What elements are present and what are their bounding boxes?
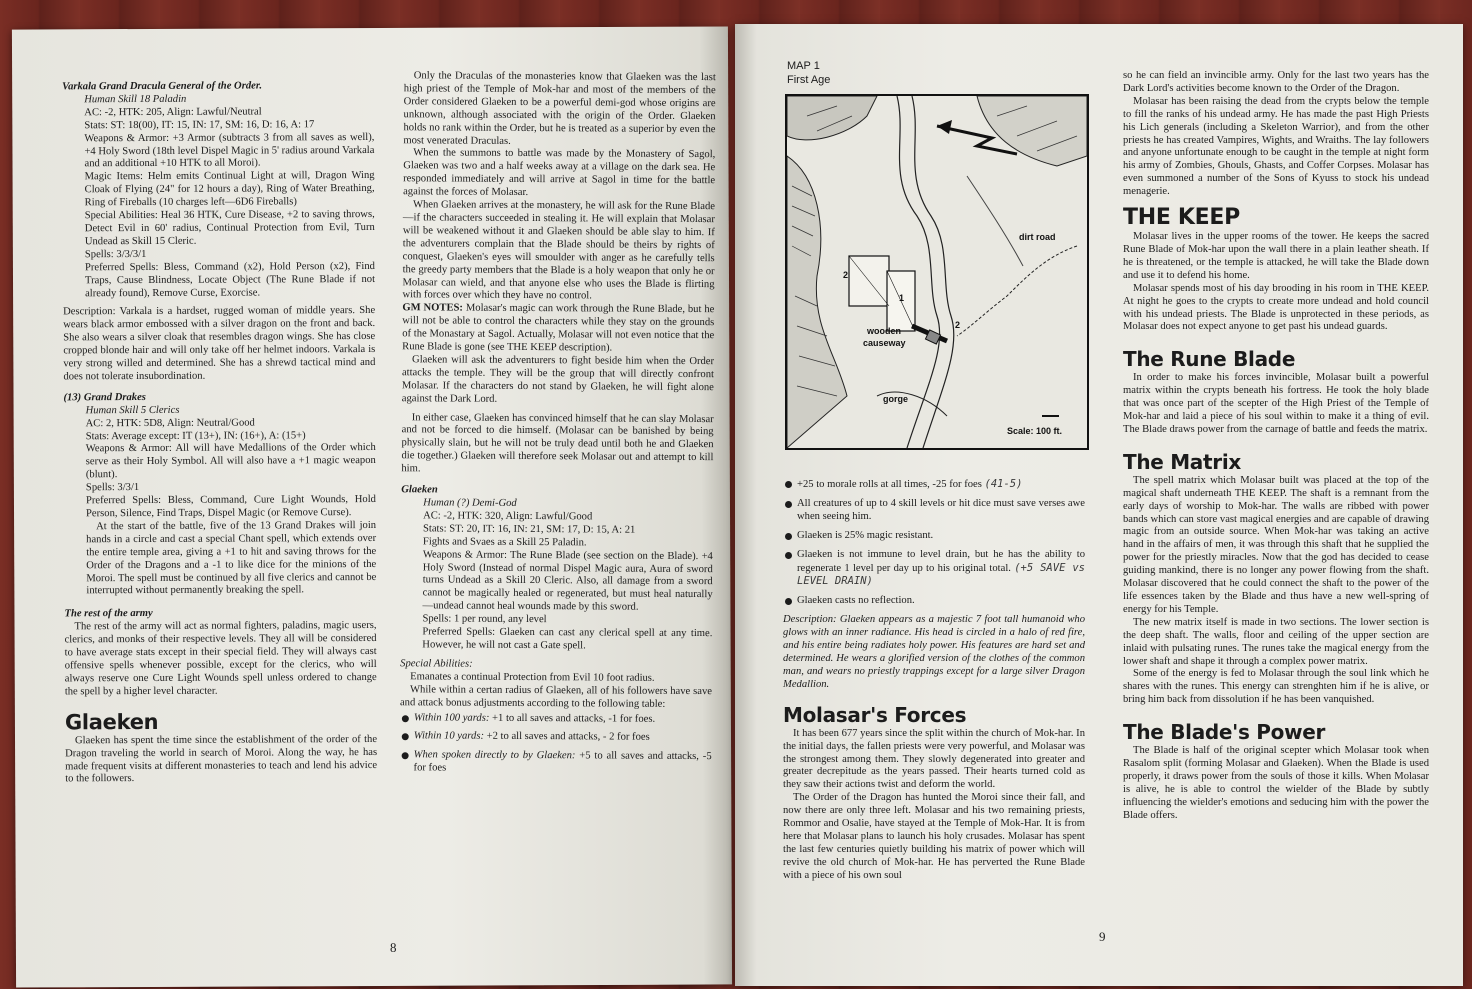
map-1 (785, 94, 1089, 450)
glaeken-paragraph: Glaeken has spent the time since the establishment of the order of the Dragon traveling the world in search of Moroi. Along the way, he has made frequent visits at different monasteries to teach and lend his advice to the followers. (65, 733, 378, 785)
col2-paragraph: Glaeken will ask the adventurers to fight beside him when the Order attacks the temple. They will be the group that will directly confront Molasar. If the characters do not stand by Glaeken, he will fight alone against the Dark Lord. (401, 354, 715, 405)
glaeken-stat-line: Stats: ST: 20, IT: 16, IN: 21, SM: 17, D: 15, A: 21 (422, 523, 636, 536)
left-page (12, 26, 732, 987)
special-abilities-title: Special Abilities: (400, 658, 473, 670)
keep-paragraph: Molasar spends most of his day brooding in his room in THE KEEP. At night he goes to the crypts to create more undead and hold council with his undead priests. The Blade is unprotected in these periods, as Molasar does not expect anyone to get past his undead guards. (1123, 282, 1429, 333)
varkala-stat-line: Spells: 3/3/3/1 (84, 248, 147, 261)
grand-drakes-title: (13) Grand Drakes (63, 391, 146, 404)
map-label-dirt-road: dirt road (1019, 232, 1056, 242)
drakes-stat-line: Human Skill 5 Clerics (85, 404, 180, 416)
gm-notes (402, 303, 714, 357)
drakes-stat-line: Preferred Spells: Bless, Command, Cure Light Wounds, Hold Person, Silence, Find Traps, Dispel Magic (or Remove Curse). (85, 494, 376, 520)
molasars-forces-heading: Molasar's Forces (783, 702, 967, 727)
bonus-bullet: Within 100 yards: +1 to all saves and attacks, -1 for foes. (400, 712, 712, 727)
glaeken-stat-line: Weapons & Armor: The Rune Blade (see section on the Blade). +4 Holy Sword (Instead of normal Dispel Magic aura, Aura of sword turns Undead as a Skill 20 Cleric. Also, all damage from a sword cannot be magically healed or regenerated, but must heal naturally—undead cannot heal wounds made by this sword. (422, 548, 713, 613)
ability-bullet: Glaeken is not immune to level drain, but he has the ability to regenerate 1 level per day up to his original total. (+5 SAVE vs LEVEL DRAIN) (783, 549, 1085, 590)
map-label-gorge: gorge (883, 394, 909, 404)
varkala-stat-line: Magic Items: Helm emits Continual Light at will, Dragon Wing Cloak of Flying (24" for 12 hours a day), Ring of Water Breathing, Ring of Fireballs (10 charges left—6D6 Fireballs) (84, 170, 375, 209)
ability-bullet: +25 to morale rolls at all times, -25 for foes (41-5) (783, 478, 1085, 492)
col2-paragraph: When the summons to battle was made by the Monastery of Sagol, Glaeken was two and a half weeks away at a village on the dark sea. He responded immediately and will arrive at Sagol in time for the battle against the forces of Molasar. (403, 147, 716, 199)
page-number-8: 8 (389, 939, 397, 955)
map-subtitle: First Age (787, 74, 831, 86)
ability-bullet: All creatures of up to 4 skill levels or hit dice must save verses awe when seeing him. (783, 498, 1085, 524)
blades-power-heading: The Blade's Power (1123, 720, 1326, 745)
matrix-paragraph: Some of the energy is fed to Molasar through the soul link which he shares with the runes. This energy can strenghten him if he is alive, or bring him back from dissolution if he has been vanquished. (1123, 668, 1429, 706)
varkala-stat-line: Stats: ST: 18(00), IT: 15, IN: 17, SM: 16, D: 16, A: 17 (84, 118, 315, 131)
map-label-wooden: wooden (867, 326, 901, 336)
special-abilities-line: Emanates a continual Protection from Evil 10 foot radius. (410, 671, 655, 684)
handwritten-note: (+5 SAVE vs LEVEL DRAIN) (797, 561, 1085, 588)
drakes-stat-line: Stats: Average except: IT (13+), IN: (16+), A: (15+) (85, 429, 306, 442)
keep-paragraph: Molasar lives in the upper rooms of the tower. He keeps the sacred Rune Blade of Mok-har upon the wall there in a plain leather sheath. If he is threatened, or the temple is attacked, he will take the Blade down and use it to defend his home. (1123, 231, 1429, 281)
right-column-2 (1123, 70, 1429, 823)
col2-paragraph: so he can field an invincible army. Only for the last two years has the Dark Lord's activities become known to the Order of the Dragon. (1123, 70, 1429, 94)
left-column-2 (399, 70, 715, 783)
bonus-bullet: Within 10 yards: +2 to all saves and attacks, - 2 for foes (400, 731, 712, 746)
gm-notes-text: Molasar's magic can work through the Rune Blade, but he will not be able to control the characters while they stay on the grounds of the Monastary at Sagol. Actually, Molasar will not even notice that the Rune Blade is gone (see THE KEEP description). (402, 302, 715, 354)
forces-paragraph: It has been 677 years since the split within the church of Mok-har. In the initial days, the fallen priests were very powerful, and Molasar was the strongest among them. They slowly degenerated into greater and greater decrepitude as the years passed. Their hearts turned cold as they saw their actions twist and deform the world. (783, 727, 1085, 791)
glaeken-heading: Glaeken (64, 709, 159, 735)
the-keep-heading: THE KEEP (1123, 205, 1240, 231)
rune-blade-heading: The Rune Blade (1123, 347, 1296, 372)
rest-of-army-paragraph: The rest of the army will act as normal fighters, paladins, magic users, clerics, and monks of their respective levels. They all will be considered to have average stats except in their special field. They will always cast offensive spells whenever possible, except for the clerics, who will always reserve one Cure Light Wounds spell unless ordered to change the spell by a higher level character. (64, 620, 377, 698)
map-drawing (787, 96, 1087, 448)
map-label-scale: Scale: 100 ft. (1007, 426, 1063, 436)
blades-power-paragraph: The Blade is half of the original scepter which Molasar took when Rasalom split (forming Molasar and Glaeken). When the Blade is used properly, it draws power from the souls of those it kills. When Molasar is alive, he is able to control the wielder of the Blade by subtly influencing the wielder's emotions and seducing him with the power the Blade offers. (1123, 745, 1429, 821)
matrix-paragraph: The spell matrix which Molasar built was placed at the top of the magical shaft underneath THE KEEP. The shaft is a remnant from the early days of worship to Mok-har. The walls are ribbed with power bands which can store vast magical energies and are capable of drawing magic from an outside source. When Mok-har was taking an active hand in the affairs of men, it was through this shaft that he supplied the power for the priestly miracles. Now that the god has decided to cease guiding mankind, there is no longer any power flowing from the shaft. Molasar discovered that he could connect the shaft to the power of the life essences taken by the Blade and thus have a new well-spring of energy for his Temple. (1123, 474, 1429, 615)
varkala-title: Varkala Grand Dracula General of the Order. (62, 80, 263, 93)
right-column-1 (783, 476, 1085, 883)
drakes-stat-line: Weapons & Armor: All will have Medallions of the Order which serve as their Holy Symbol. All will also have a +1 magic weapon (blunt). (85, 442, 376, 481)
page-number-9: 9 (1099, 929, 1106, 944)
rune-blade-paragraph: In order to make his forces invincible, Molasar built a powerful matrix within the crypts beneath his fortress. He took the holy blade that was once part of the scepter of the High Priest of the Temple of Mok-har and laid a piece of his soul within to make it a thing of evil. The Blade draws power from the carnage of battle and feeds the matrix. (1123, 372, 1429, 435)
col2-paragraph: In either case, Glaeken has convinced himself that he can slay Molasar and not be forced to die himself. (Molasar can be banished by being physically slain, but he will not be truly dead until both he and Glaeken die together.) Glaeken will therefore seek Molasar out and attempt to kill him. (401, 411, 714, 475)
ability-bullet: Glaeken casts no reflection. (783, 595, 1085, 608)
map-marker-1: 1 (899, 293, 905, 303)
col2-paragraph: Molasar has been raising the dead from the crypts below the temple to fill the ranks of his undead army. He has made the past High Priests his Lich generals (including a Skeleton Warrior), and from the other priests he has created Vampires, Wights, and Wraiths. The lay followers and anyone unfortunate enough to be caught in the temple at night form his army of Zombies, Ghouls, Ghasts, and Coffer Corpses. Molasar has even summoned a number of the Sons of Kyuss to stock his undead menagerie. (1123, 95, 1429, 198)
forces-paragraph: The Order of the Dragon has hunted the Moroi since their fall, and now there are only three left. Molasar and his two remaining priests, Rommor and Osalie, have stayed at the Temple of Mok-Har. It is from here that Molasar plans to launch his holy crusades. Molasar has spent the last few centuries quietly building his matrix of power which will revive the old church of Mok-har. He has perverted the Rune Blade with a piece of his own soul (783, 792, 1085, 881)
glaeken-stat-line: Human (?) Demi-God (423, 497, 517, 509)
map-title: MAP 1 (787, 60, 820, 72)
map-marker-2: 2 (955, 320, 961, 330)
glaeken-stat-line: AC: -2, HTK: 320, Align: Lawful/Good (423, 510, 593, 523)
gm-notes-label: GM NOTES: (402, 302, 464, 314)
varkala-stat-line: Human Skill 18 Paladin (84, 93, 187, 106)
left-column-1 (62, 80, 377, 787)
varkala-stat-line: Weapons & Armor: +3 Armor (subtracts 3 from all saves as well), +4 Holy Sword (18th level Dispel Magic in 5' radius around Varkala and an additional +10 HTK to all Moroi). (84, 131, 375, 170)
right-page (735, 24, 1463, 986)
rest-of-army-title: The rest of the army (64, 608, 153, 620)
col2-paragraph: When Glaeken arrives at the monastery, he will ask for the Rune Blade—if the characters succeeded in stealing it. He will explain that Molasar will be weakened without it and Glaeken should be able slay to him. If the adventurers complain that the Blade should be theirs by rights of conquest, Glaeken's eyes will smoulder with anger as he carefully tells the greedy party members that the Blade is a holy weapon that only he or Molasar can wield, and that anyone else who uses the Blade is flirting with forces over which they have no control. (402, 199, 716, 302)
bonus-bullet: When spoken directly to by Glaeken: +5 to all saves and attacks, -5 for foes (400, 750, 712, 778)
ability-bullet: Glaeken is 25% magic resistant. (783, 530, 1085, 543)
drakes-stat-line: Spells: 3/3/1 (85, 482, 140, 494)
glaeken-description: Description: Glaeken appears as a majestic 7 foot tall humanoid who glows with an inner radiance. His head is circled in a halo of red fire, and his entire being radiates holy power. His features are hard set and determined. He wears a glorified version of the clothes of the common man, and wears no priestly trappings except for a large silver Dragon Medallion. (783, 614, 1085, 690)
glaeken-stat-line: Spells: 1 per round, any level (422, 613, 547, 626)
handwritten-note: (41-5) (984, 478, 1023, 490)
varkala-description: Description: Varkala is a hardset, rugged woman of middle years. She wears black armor embossed with a silver dragon on the front and back. She also wears a silver cloak that resembles dragon wings. She has close cropped blonde hair and will only take off her helmet indoors. Varkala is very strong willed and determined. She has a shrewd tactical mind and does not tolerate insubordination. (63, 305, 376, 383)
glaeken-stat-title: Glaeken (401, 484, 438, 496)
col2-paragraph: Only the Draculas of the monasteries know that Glaeken was the last high priest of the Temple of Mok-har and most of the members of the Order considered Glaeken to be a powerful demi-god whose origins are unknown, although associated with the origin of the Order. Glaeken holds no rank within the Order, but he is treated as a superior by even the most venerated Draculas. (403, 70, 716, 147)
the-matrix-heading: The Matrix (1123, 449, 1241, 474)
varkala-stat-line: AC: -2, HTK: 205, Align: Lawful/Neutral (84, 106, 262, 119)
map-label-causeway: causeway (863, 338, 906, 348)
varkala-stat-line: Special Abilities: Heal 36 HTK, Cure Disease, +2 to saving throws, Detect Evil in 60' radius, Continual Protection from Evil, Turn Undead as Skill 15 Cleric. (84, 209, 375, 248)
map-marker-2: 2 (843, 270, 849, 280)
special-abilities-line: While within a certan radius of Glaeken, all of his followers have save and attack bonus adjustments according to the following table: (399, 683, 713, 710)
glaeken-stat-line: Preferred Spells: Glaeken can cast any clerical spell at any time. However, he will not cast a Gate spell. (422, 626, 713, 652)
glaeken-stat-line: Fights and Svaes as a Skill 25 Paladin. (422, 536, 587, 549)
varkala-stat-line: Preferred Spells: Bless, Command (x2), Hold Person (x2), Find Traps, Cause Blindness, Locate Object (The Rune Blade if not already found), Remove Curse, Exorcise. (84, 260, 376, 299)
drakes-stat-line: AC: 2, HTK: 5D8, Align: Neutral/Good (85, 417, 255, 429)
drakes-paragraph: At the start of the battle, five of the 13 Grand Drakes will join hands in a circle and cast a special Chant spell, which extends over the entire temple area, giving a +1 to hit and saving throws for the Order of the Dragons and a -1 to like dice for the minions of the Moroi. The spell must be continued by all five clerics and cannot be interrupted without permanently breaking the spell. (86, 519, 377, 597)
matrix-paragraph: The new matrix itself is made in two sections. The lower section is the deep shaft. The walls, floor and ceiling of the upper section are inlaid with pulsating runes. The runes take the magical energy from the lower shaft and shape it through a complex power matrix. (1123, 616, 1429, 667)
